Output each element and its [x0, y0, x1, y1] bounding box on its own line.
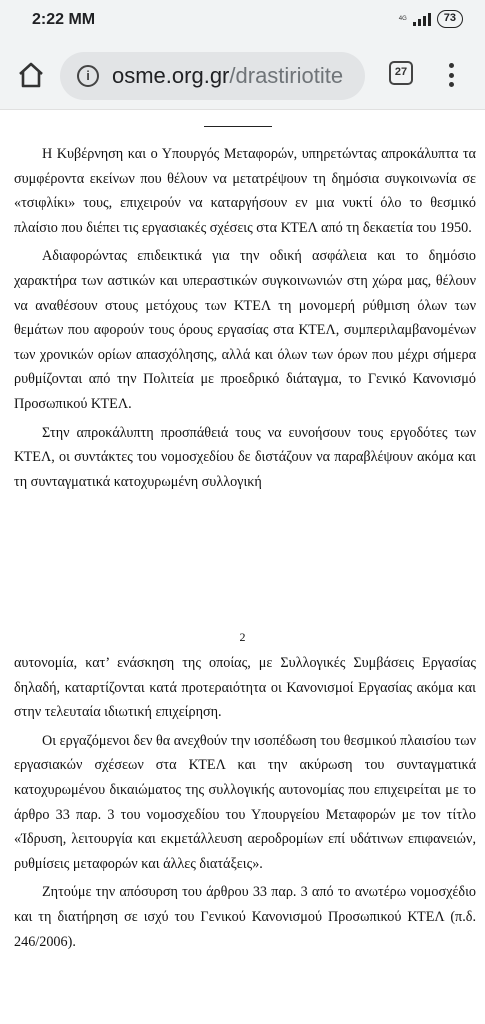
paragraph: Η Κυβέρνηση και ο Υπουργός Μεταφορών, υπηρετώντας απροκάλυπτα τα συμφέροντα εκείνων που θέλουν να μετατρέψουν τη δημόσια συγκοινωνία σε «τσιφλίκι» τους, επιχειρούν να καταργήσουν εν μια νυκτί όλο το θεσμικό πλαίσιο που διέπει τις εργασιακές σχέσεις στα ΚΤΕΛ από τη δεκαετία του 1950.	[14, 146, 476, 236]
footnote-rule	[204, 126, 272, 127]
home-icon[interactable]	[16, 60, 46, 90]
url-host: osme.org.gr	[112, 63, 230, 88]
page-2-body	[14, 651, 476, 954]
network-type: 4G	[398, 15, 407, 22]
info-icon[interactable]: i	[77, 65, 99, 87]
menu-icon[interactable]	[441, 60, 461, 90]
page-1-body	[14, 142, 476, 494]
page-number: 2	[239, 630, 246, 644]
status-indicators	[399, 10, 463, 28]
url-text[interactable]	[112, 63, 343, 89]
paragraph: Οι εργαζόμενοι δεν θα ανεχθούν την ισοπέδωση του θεσμικού πλαισίου των εργασιακών σχέσεων στα ΚΤΕΛ και την ακύρωση του συνταγματικά κατοχυρωμένου δικαιώματος της συλλογικής αυτονομίας που επιχειρείται με το άρθρο 33 παρ. 3 του νομοσχεδίου του Υπουργείου Μεταφορών με τον τίτλο «Ίδρυση, λειτουργία και εκμετάλλευση αεροδρομίων επί υδάτινων επιφανειών, ρυθμίσεις μεταφορών και άλλες διατάξεις».	[14, 732, 476, 872]
address-bar[interactable]	[60, 52, 365, 100]
browser-toolbar	[0, 42, 485, 110]
paragraph: Στην απροκάλυπτη προσπάθειά τους να ευνοήσουν τους εργοδότες των ΚΤΕΛ, οι συντάκτες του νομοσχεδίου δε διστάζουν να παραβλέψουν ακόμα και τη συνταγματικά κατοχυρωμένη συλλογική	[14, 424, 476, 490]
paragraph: αυτονομία, κατ’ ενάσκηση της οποίας, με Συλλογικές Συμβάσεις Εργασίας δηλαδή, καταρτίζονται κατά προτεραιότητα οι Κανονισμοί Εργασίας ακόμα και στην τελευταία ιδιωτική επιχείρηση.	[14, 655, 476, 721]
paragraph: Ζητούμε την απόσυρση του άρθρου 33 παρ. 3 από το ανωτέρω νομοσχέδιο και τη διατήρηση σε ισχύ του Γενικού Κανονισμού Προσωπικού ΚΤΕΛ (π.δ. 246/2006).	[14, 884, 476, 950]
document-page	[0, 110, 485, 1024]
paragraph: Αδιαφορώντας επιδεικτικά για την οδική ασφάλεια και το δημόσιο χαρακτήρα των αστικών και υπεραστικών συγκοινωνιών στη χώρα μας, θέλουν να αναθέσουν στους μετόχους των ΚΤΕΛ τη μονομερή ρύθμιση όλων των θεμάτων που αφορούν τους όρους εργασίας στα ΚΤΕΛ, συμπεριλαμβανομένων των χρονικών ορίων απασχόλησης, αλλά και όλων των όρων που μέχρι σήμερα ρυθμίζονται από την Πολιτεία με προεδρικό διάταγμα, το Γενικό Κανονισμό Προσωπικού ΚΤΕΛ.	[14, 248, 476, 412]
signal-icon	[413, 13, 431, 26]
battery-icon: 73	[437, 10, 463, 28]
status-bar	[0, 0, 485, 42]
status-time: 2:22 ΜΜ	[32, 11, 96, 28]
url-path: /drastiriotite	[229, 63, 344, 88]
tabs-icon[interactable]: 27	[389, 61, 413, 85]
